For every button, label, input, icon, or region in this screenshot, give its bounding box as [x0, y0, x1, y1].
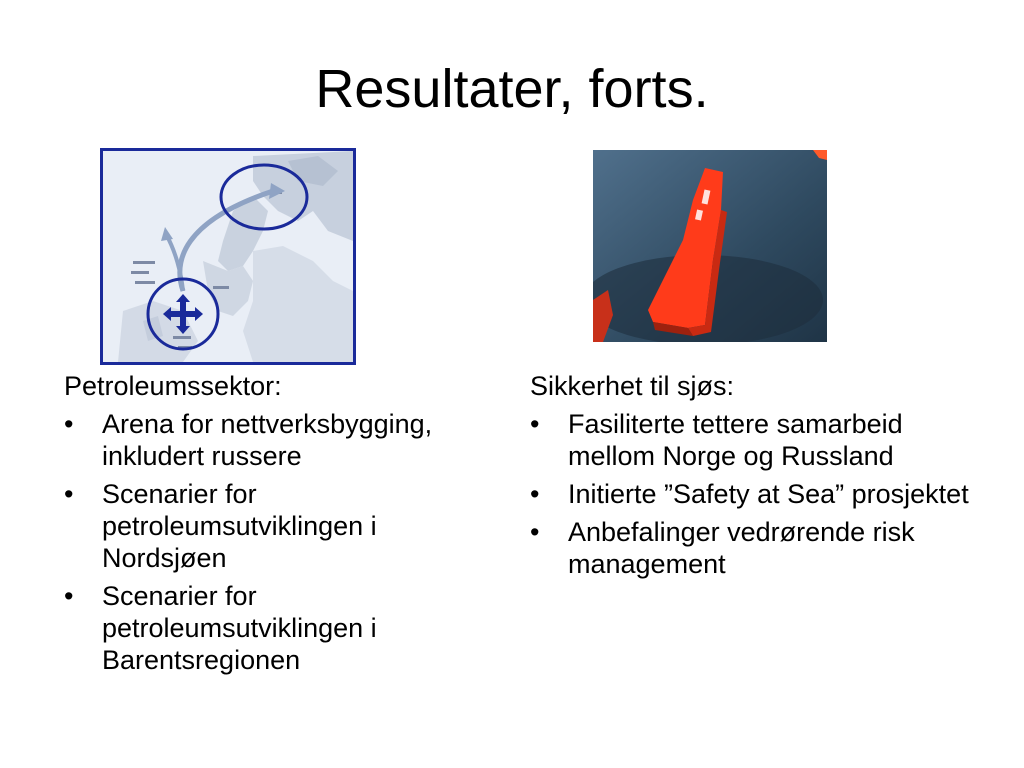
- bullet-marker: •: [64, 479, 74, 509]
- slide-title: Resultater, forts.: [315, 59, 709, 119]
- list-item: [530, 478, 970, 510]
- right-column: [530, 370, 970, 586]
- ship-illustration: [593, 150, 827, 342]
- list-item: [64, 408, 484, 472]
- map-illustration: [103, 151, 353, 362]
- ship-photo: [593, 150, 827, 342]
- bullet-marker: •: [530, 479, 540, 509]
- list-item: [530, 516, 970, 580]
- list-item: [64, 478, 484, 574]
- list-item-text: Scenarier for petroleumsutviklingen i Barentsregionen: [102, 581, 377, 675]
- list-item-text: Scenarier for petroleumsutviklingen i Nordsjøen: [102, 479, 377, 573]
- list-item-text: Arena for nettverksbygging, inkludert russere: [102, 409, 433, 471]
- left-column: [64, 370, 484, 682]
- bullet-marker: •: [64, 581, 74, 611]
- left-heading: Petroleumssektor:: [64, 371, 282, 401]
- bullet-marker: •: [530, 409, 540, 439]
- list-item-text: Initierte ”Safety at Sea” prosjektet: [568, 479, 969, 509]
- list-item: [530, 408, 970, 472]
- four-way-arrows-icon: [163, 294, 203, 334]
- left-bullet-list: [64, 408, 484, 676]
- bullet-marker: •: [530, 517, 540, 547]
- right-bullet-list: [530, 408, 970, 580]
- right-heading: Sikkerhet til sjøs:: [530, 371, 735, 401]
- list-item-text: Fasiliterte tettere samarbeid mellom Norge og Russland: [568, 409, 903, 471]
- list-item-text: Anbefalinger vedrørende risk management: [568, 517, 915, 579]
- list-item: [64, 580, 484, 676]
- bullet-marker: •: [64, 409, 74, 439]
- map-image: [100, 148, 356, 365]
